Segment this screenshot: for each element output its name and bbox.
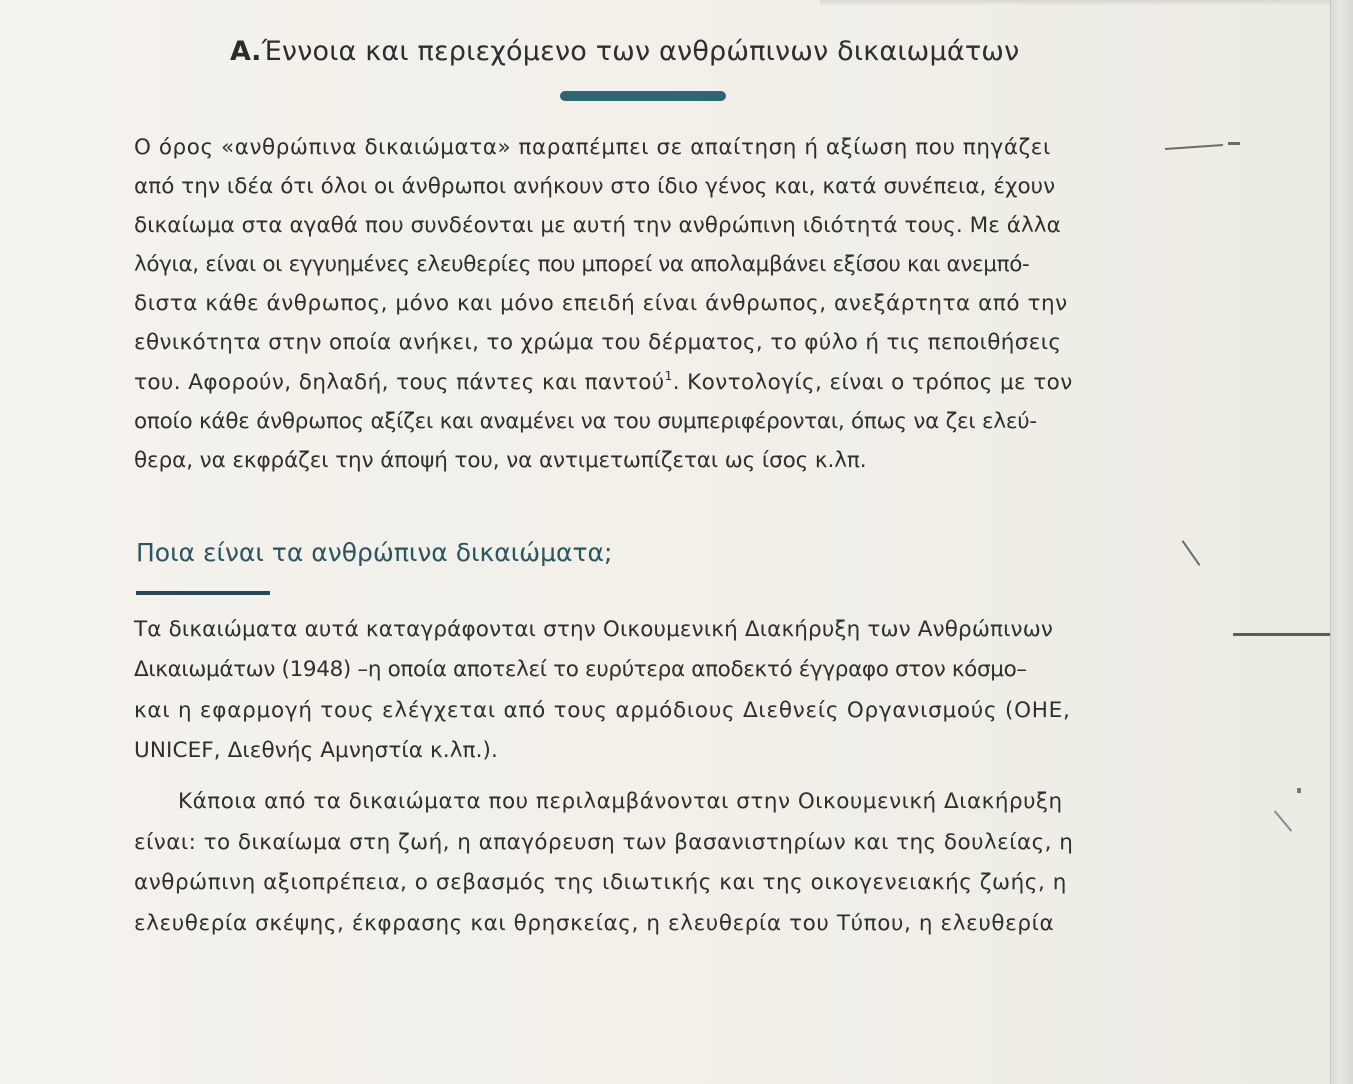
section-heading [230, 36, 1090, 67]
para2-line-1: Τα δικαιώματα αυτά καταγράφονται στην Οικουμενική Διακήρυξη των Ανθρώπινων [134, 617, 1054, 642]
intro-line-1: Ο όρος «ανθρώπινα δικαιώματα» παραπέμπει σε απαίτηση ή αξίωση που πηγάζει [134, 135, 1051, 160]
margin-mark [1228, 142, 1240, 145]
intro-line-7 [134, 369, 1073, 395]
para3-line-4: ελευθερία σκέψης, έκφρασης και θρησκείας, η ελευθερία του Τύπου, η ελευθερία [134, 911, 1055, 936]
section-letter: Α. [230, 36, 262, 67]
page-edge [1330, 0, 1353, 1084]
intro-line-7-start: του. Αφορούν, δηλαδή, τους πάντες και παντού [134, 370, 665, 395]
section-title: Έννοια και περιεχόμενο των ανθρώπινων δικαιωμάτων [261, 36, 1020, 67]
heading-underline [560, 91, 726, 101]
intro-line-8: οποίο κάθε άνθρωπος αξίζει και αναμένει να του συμπεριφέρονται, όπως να ζει ελεύ- [134, 409, 1037, 434]
intro-line-7-end: . Κοντολογίς, είναι ο τρόπος με τον [672, 370, 1073, 395]
para2-line-4: UNICEF, Διεθνής Αμνηστία κ.λπ.). [134, 738, 498, 763]
margin-mark [1165, 144, 1223, 150]
subsection-heading: Ποια είναι τα ανθρώπινα δικαιώματα; [136, 538, 613, 567]
margin-mark [1233, 633, 1333, 636]
intro-line-5: διστα κάθε άνθρωπος, μόνο και μόνο επειδή είναι άνθρωπος, ανεξάρτητα από την [134, 291, 1068, 316]
footnote-marker: 1 [664, 369, 673, 383]
intro-line-2: από την ιδέα ότι όλοι οι άνθρωποι ανήκουν στο ίδιο γένος και, κατά συνέπεια, έχουν [134, 174, 1056, 199]
margin-mark [1297, 788, 1301, 793]
subsection-underline [136, 591, 270, 595]
margin-mark [1182, 540, 1201, 566]
intro-line-4: λόγια, είναι οι εγγυημένες ελευθερίες που μπορεί να απολαμβάνει εξίσου και ανεμπό- [134, 252, 1030, 277]
margin-mark [1274, 810, 1292, 831]
para3-line-1: Κάποια από τα δικαιώματα που περιλαμβάνονται στην Οικουμενική Διακήρυξη [178, 789, 1063, 814]
intro-line-6: εθνικότητα στην οποία ανήκει, το χρώμα του δέρματος, το φύλο ή τις πεποιθήσεις [134, 330, 1062, 355]
para3-line-2: είναι: το δικαίωμα στη ζωή, η απαγόρευση των βασανιστηρίων και της δουλείας, η [134, 830, 1074, 855]
para2-line-2: Δικαιωμάτων (1948) –η οποία αποτελεί το ευρύτερα αποδεκτό έγγραφο στον κόσμο– [134, 657, 1027, 682]
para3-line-3: ανθρώπινη αξιοπρέπεια, ο σεβασμός της ιδιωτικής και της οικογενειακής ζωής, η [134, 870, 1067, 895]
page-top-shadow [820, 0, 1330, 6]
para2-line-3: και η εφαρμογή τους ελέγχεται από τους αρμόδιους Διεθνείς Οργανισμούς (ΟΗΕ, [134, 698, 1071, 723]
intro-line-3: δικαίωμα στα αγαθά που συνδέονται με αυτή την ανθρώπινη ιδιότητά τους. Με άλλα [134, 213, 1061, 238]
intro-line-9: θερα, να εκφράζει την άποψή του, να αντιμετωπίζεται ως ίσος κ.λπ. [134, 448, 867, 473]
